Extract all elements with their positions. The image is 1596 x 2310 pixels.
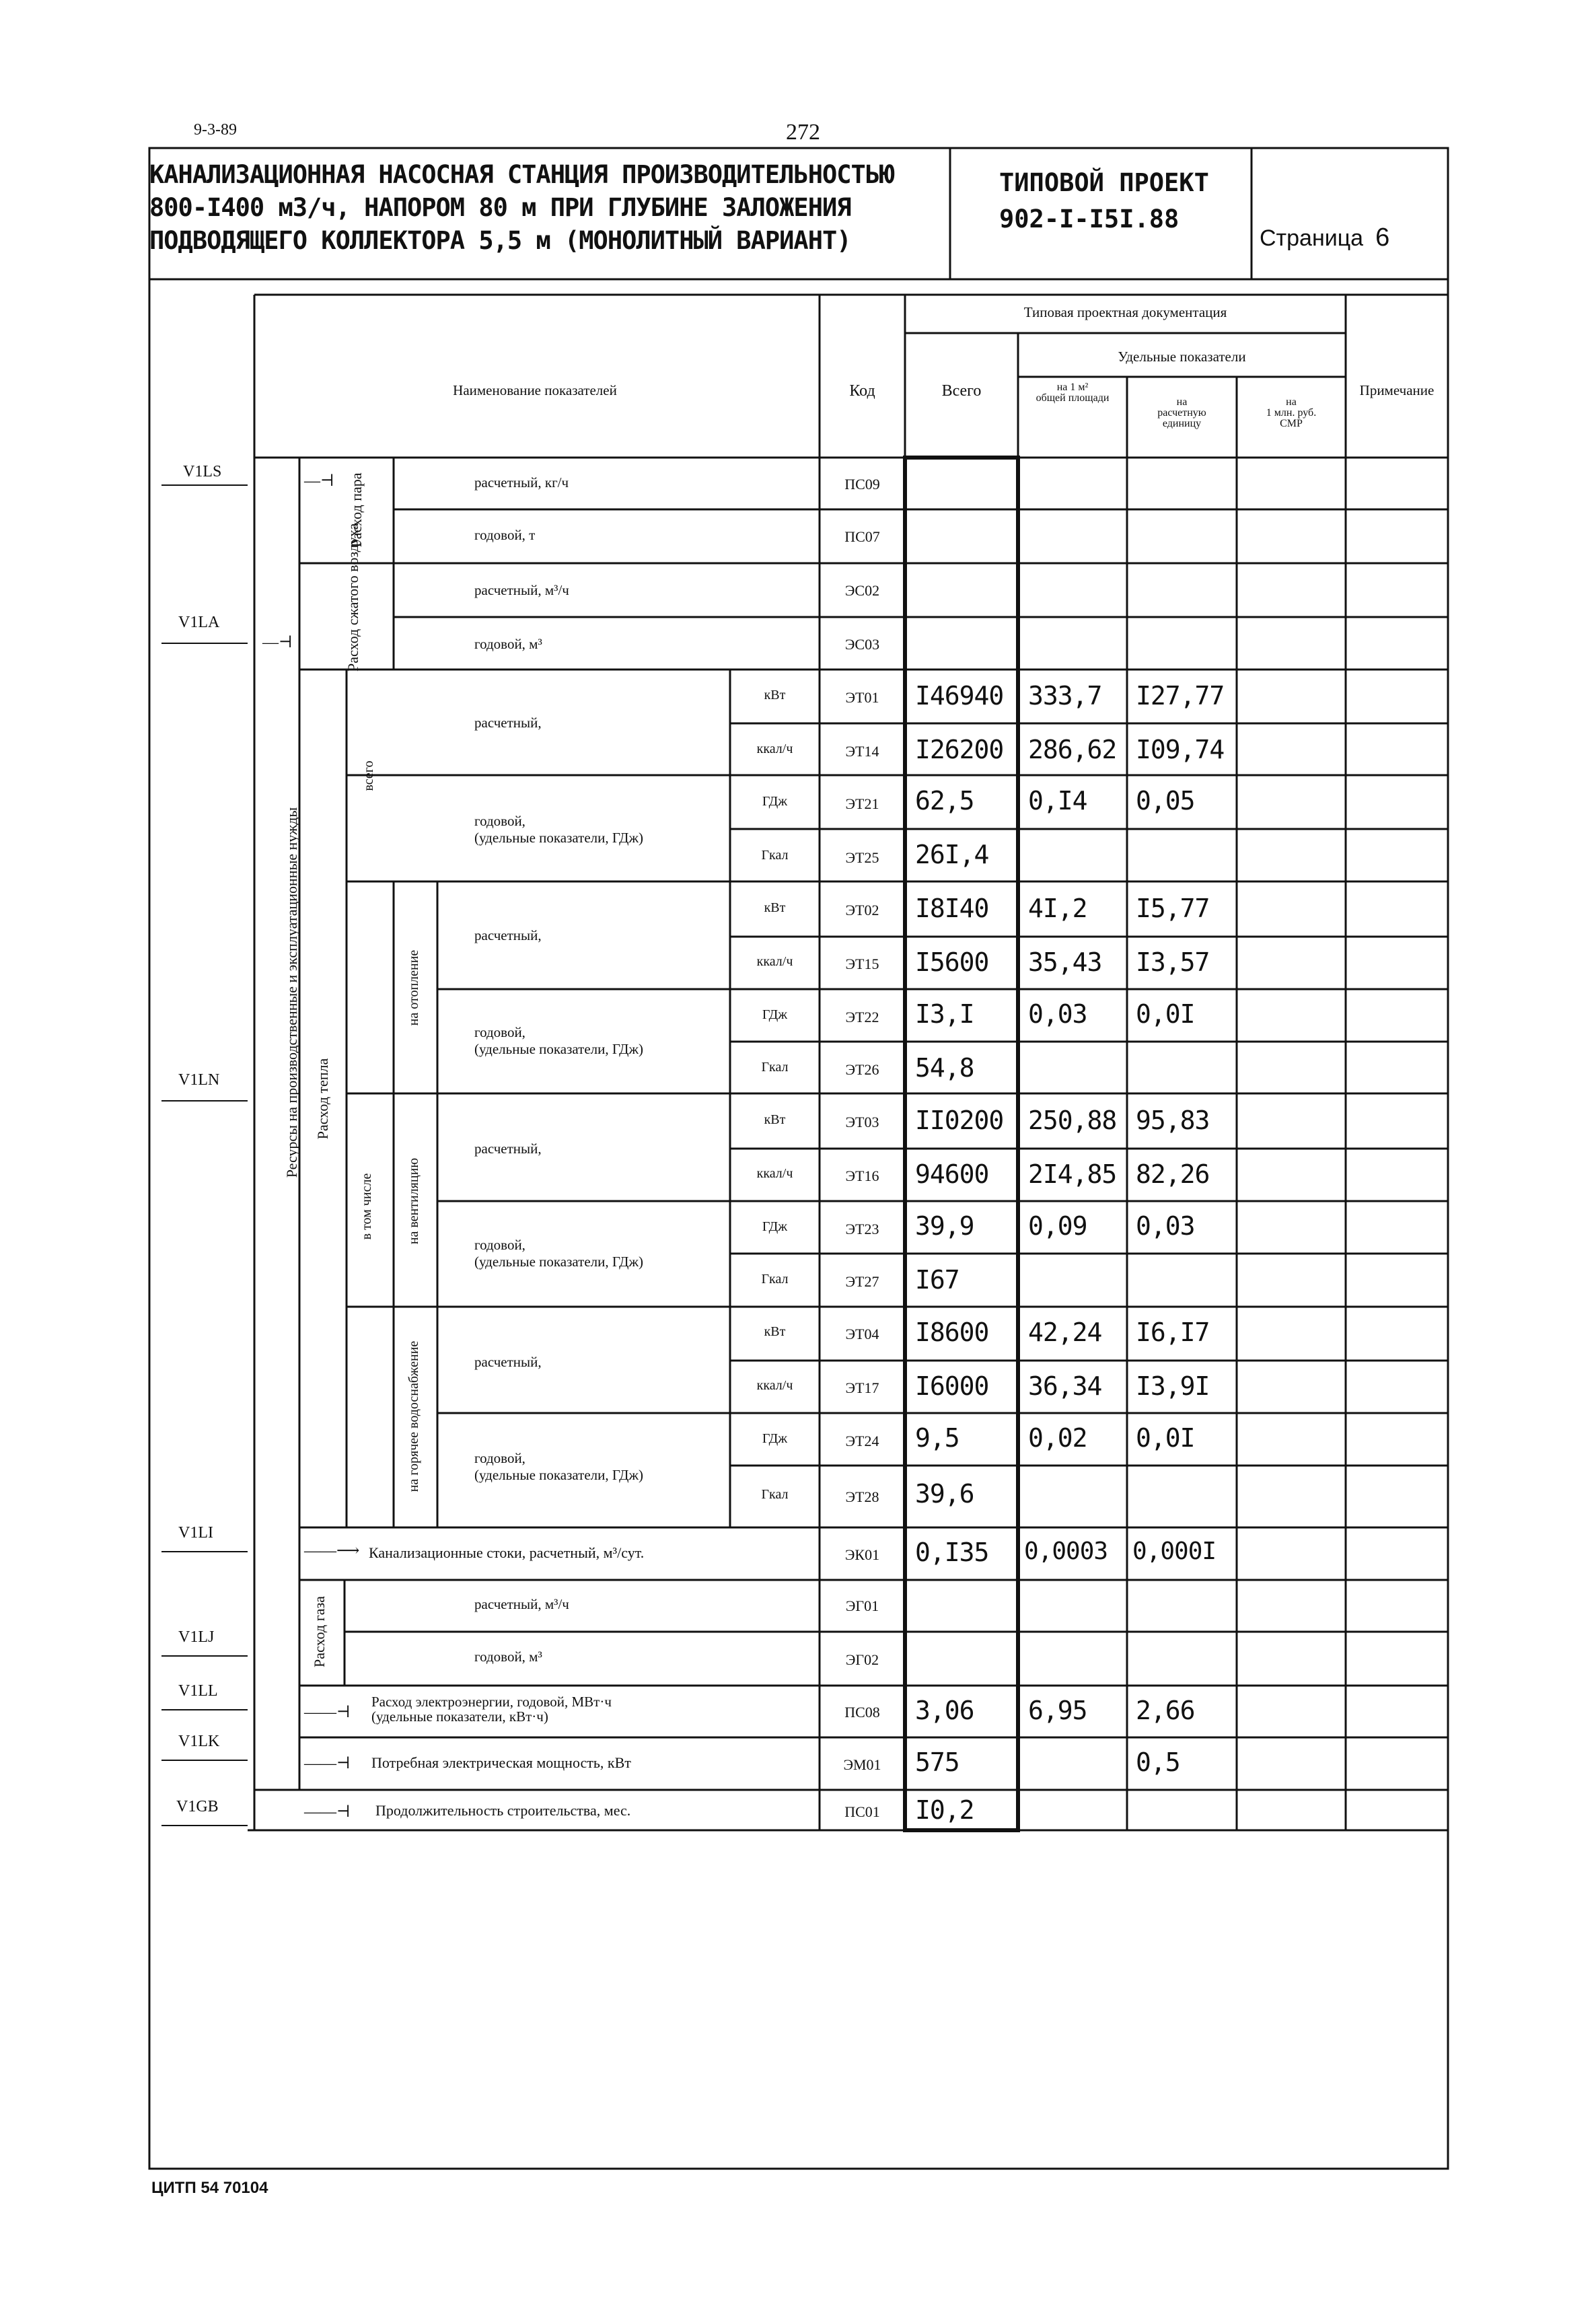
project-code: 902-I-I5I.88 [999,205,1180,233]
value-ek01-unit: 0,000I [1132,1538,1217,1565]
value-et04-m2: 42,24 [1028,1318,1102,1347]
col-note-header: Примечание [1359,382,1435,398]
arrow-marker-sewage: ——⟶ [304,1542,360,1560]
value-et17-total: I6000 [915,1371,989,1401]
group-hot-water-label: на горячее водоснабжение [406,1340,421,1492]
value-et14-total: I26200 [915,735,1004,764]
side-line-v1lj [161,1655,248,1657]
label-total-calc: расчетный, [474,715,542,731]
side-label-v1gb: V1GB [176,1798,219,1815]
value-et14-unit: I09,74 [1136,735,1225,764]
code-eg02: ЭГ02 [845,1651,879,1668]
label-steam-calc: расчетный, кг/ч [474,474,569,491]
label-hot-water-calc: расчетный, [474,1354,542,1370]
code-et25: ЭТ25 [845,849,879,866]
value-et04-total: I8600 [915,1318,989,1347]
value-et23-total: 39,9 [915,1211,974,1241]
label-heating-calc: расчетный, [474,927,542,943]
page-frame [149,148,1448,2169]
side-label-v1ln: V1LN [178,1071,220,1089]
code-et27: ЭТ27 [845,1273,879,1290]
col-specific-header: Удельные показатели [1118,349,1246,365]
value-et04-unit: I6,I7 [1136,1318,1210,1347]
value-et01-m2: 333,7 [1028,681,1102,711]
group-steam-label: Расход пара [348,472,365,548]
value-et21-unit: 0,05 [1136,786,1195,816]
value-et21-total: 62,5 [915,786,974,816]
label-ventilation-year [474,1237,643,1270]
code-et01: ЭТ01 [845,689,879,706]
label-electricity [371,1694,612,1724]
label-air-calc: расчетный, м³/ч [474,582,569,598]
value-em01-total: 575 [915,1747,959,1777]
side-label-v1lj: V1LJ [178,1628,215,1646]
code-et16: ЭТ16 [845,1167,879,1184]
col-code-header: Код [849,382,875,400]
value-et17-m2: 36,34 [1028,1371,1102,1401]
label-total-year-2: (удельные показатели, ГДж) [474,830,644,846]
value-et15-unit: I3,57 [1136,947,1210,977]
side-line-v1gb [161,1825,248,1826]
title-line-1: КАНАЛИЗАЦИОННАЯ НАСОСНАЯ СТАНЦИЯ ПРОИЗВОДИТЕЛЬНОСТЬЮ [149,160,894,189]
code-ek01: ЭК01 [844,1546,880,1563]
label-steam-year: годовой, т [474,527,536,543]
code-et23: ЭТ23 [845,1221,879,1237]
code-et21: ЭТ21 [845,795,879,812]
col-total-header: Всего [941,382,982,400]
code-ps07: ПС07 [844,528,880,545]
group-gas-label: Расход газа [311,1596,328,1667]
unit-et28: Гкал [761,1487,789,1502]
project-label: ТИПОВОЙ ПРОЕКТ [999,168,1209,197]
code-es02: ЭС02 [844,582,880,599]
page-date: 9-3-89 [194,121,237,139]
side-line-v1ls [161,484,248,486]
col-per-mln-line-3: СМР [1280,418,1303,429]
col-per-mln-line-1: на [1286,396,1297,408]
label-total-year-1: годовой, [474,813,525,829]
value-et21-m2: 0,I4 [1028,786,1087,816]
value-et22-unit: 0,0I [1136,999,1195,1029]
code-et28: ЭТ28 [845,1488,879,1505]
code-et26: ЭТ26 [845,1061,879,1078]
unit-et23: ГДж [762,1219,788,1234]
page-number: 272 [786,120,820,145]
code-et17: ЭТ17 [845,1379,879,1396]
col-typical-docs-header: Типовая проектная документация [1023,304,1227,320]
col-per-m2-line-1: на 1 м² [1056,382,1089,393]
unit-et15: ккал/ч [756,954,793,969]
unit-et26: Гкал [761,1060,789,1075]
label-hot-water-year-2: (удельные показатели, ГДж) [474,1467,644,1483]
col-name-header: Наименование показателей [453,382,617,398]
unit-et25: Гкал [761,848,789,863]
label-electricity-2: (удельные показатели, кВт·ч) [371,1708,548,1725]
value-et03-m2: 250,88 [1028,1106,1117,1135]
unit-et04: кВт [764,1324,786,1339]
code-ps08: ПС08 [844,1704,880,1721]
label-ventilation-calc: расчетный, [474,1141,542,1157]
side-label-v1lk: V1LK [178,1733,220,1750]
value-et17-unit: I3,9I [1136,1371,1210,1401]
value-et22-total: I3,I [915,999,974,1029]
code-em01: ЭМ01 [843,1756,881,1773]
value-et28-total: 39,6 [915,1479,974,1509]
label-duration: Продолжительность строительства, мес. [375,1802,631,1819]
value-et03-unit: 95,83 [1136,1106,1210,1135]
col-per-m2-line-2: общей площади [1036,392,1110,404]
label-heating-year-1: годовой, [474,1024,525,1040]
arrow-marker-electricity: ——⊣ [304,1704,351,1721]
value-et02-unit: I5,77 [1136,894,1210,923]
arrow-marker-air: —⊣ [262,634,293,651]
label-electricity-1: Расход электроэнергии, годовой, МВт·ч [371,1694,612,1710]
group-ventilation-label: на вентиляцию [406,1157,421,1245]
code-et22: ЭТ22 [845,1009,879,1025]
value-et14-m2: 286,62 [1028,735,1117,764]
unit-et01: кВт [764,688,786,702]
unit-et14: ккал/ч [756,742,793,756]
label-ventilation-year-2: (удельные показатели, ГДж) [474,1254,644,1270]
code-es03: ЭС03 [844,636,880,653]
code-et02: ЭТ02 [845,902,879,918]
code-eg01: ЭГ01 [845,1597,879,1614]
value-et02-total: I8I40 [915,894,989,923]
label-heating-year [474,1024,643,1058]
value-et25-total: 26I,4 [915,840,989,869]
group-heating-label: на отопление [406,949,421,1026]
title-line-3: ПОДВОДЯЩЕГО КОЛЛЕКТОРА 5,5 м (МОНОЛИТНЫЙ ВАРИАНТ) [149,226,851,255]
unit-et02: кВт [764,900,786,915]
label-gas-calc: расчетный, м³/ч [474,1596,569,1612]
unit-et27: Гкал [761,1272,789,1287]
unit-et24: ГДж [762,1431,788,1446]
col-per-m2-header [1018,382,1127,404]
value-ps08-total: 3,06 [915,1696,974,1725]
arrow-marker-duration: ——⊣ [304,1803,351,1821]
value-et24-unit: 0,0I [1136,1423,1195,1453]
group-air-label: Расход сжатого воздуха [344,523,361,672]
code-et15: ЭТ15 [845,955,879,972]
page-label: Страница [1260,225,1364,251]
col-per-unit-header [1127,397,1237,429]
label-power: Потребная электрическая мощность, кВт [371,1754,631,1771]
col-per-unit-line-1: на [1176,396,1188,408]
code-et03: ЭТ03 [845,1114,879,1130]
side-label-v1ls: V1LS [183,463,222,480]
value-et01-unit: I27,77 [1136,681,1225,711]
value-et02-m2: 4I,2 [1028,894,1087,923]
value-et22-m2: 0,03 [1028,999,1087,1029]
value-et26-total: 54,8 [915,1053,974,1083]
unit-et17: ккал/ч [756,1378,793,1393]
value-ps01-total: I0,2 [915,1795,974,1825]
code-et04: ЭТ04 [845,1326,879,1342]
sheet-number: 6 [1375,223,1390,252]
value-et24-m2: 0,02 [1028,1423,1087,1453]
code-ps01: ПС01 [844,1803,880,1820]
value-ps08-unit: 2,66 [1136,1696,1195,1725]
col-per-unit-line-3: единицу [1162,418,1202,429]
value-et01-total: I46940 [915,681,1004,711]
side-line-v1li [161,1551,248,1552]
arrow-marker-power: ——⊣ [304,1755,351,1772]
value-et16-unit: 82,26 [1136,1159,1210,1189]
side-label-v1la: V1LA [178,614,220,631]
value-et23-unit: 0,03 [1136,1211,1195,1241]
document-title [149,158,950,257]
value-ek01-total: 0,I35 [915,1538,989,1567]
label-gas-year: годовой, м³ [474,1649,542,1665]
value-et16-m2: 2I4,85 [1028,1159,1117,1189]
code-et14: ЭТ14 [845,743,879,760]
label-heating-year-2: (удельные показатели, ГДж) [474,1041,644,1057]
unit-et21: ГДж [762,794,788,809]
unit-et22: ГДж [762,1007,788,1022]
side-line-v1la [161,643,248,644]
label-hot-water-year-1: годовой, [474,1450,525,1466]
value-et16-total: 94600 [915,1159,989,1189]
code-et24: ЭТ24 [845,1433,879,1449]
label-sewage: Канализационные стоки, расчетный, м³/сут. [369,1544,645,1561]
side-label-v1li: V1LI [178,1524,213,1542]
code-ps09: ПС09 [844,476,880,493]
unit-et03: кВт [764,1112,786,1127]
label-total-year [474,813,643,846]
value-em01-unit: 0,5 [1136,1747,1180,1777]
label-ventilation-year-1: годовой, [474,1237,525,1253]
page-label-block [1260,223,1389,252]
label-hot-water-year [474,1450,643,1484]
value-et27-total: I67 [915,1265,959,1295]
value-et15-m2: 35,43 [1028,947,1102,977]
title-line-2: 800-I400 м3/ч, НАПОРОМ 80 м ПРИ ГЛУБИНЕ ЗАЛОЖЕНИЯ [149,193,851,222]
col-per-mln-header [1237,397,1346,429]
group-total-label: всего [361,760,376,791]
col-per-mln-line-2: 1 млн. руб. [1266,407,1317,419]
group-including-label: в том числе [359,1173,374,1240]
side-line-v1lk [161,1760,248,1761]
side-line-v1ll [161,1709,248,1710]
col-per-unit-line-2: расчетную [1157,407,1206,419]
project-block [999,165,1209,238]
side-line-v1ln [161,1100,248,1102]
unit-et16: ккал/ч [756,1166,793,1181]
value-et24-total: 9,5 [915,1423,959,1453]
footer-stamp: ЦИТП 54 70104 [151,2179,268,2197]
value-et23-m2: 0,09 [1028,1211,1087,1241]
group-resources-label: Ресурсы на производственные и эксплуатационные нужды [283,807,300,1178]
label-air-year: годовой, м³ [474,636,542,652]
value-ek01-m2: 0,0003 [1024,1538,1108,1565]
value-et15-total: I5600 [915,947,989,977]
group-heat-label: Расход тепла [314,1058,331,1140]
value-et03-total: II0200 [915,1106,1004,1135]
arrow-marker-steam: —⊣ [304,472,334,490]
value-ps08-m2: 6,95 [1028,1696,1087,1725]
side-label-v1ll: V1LL [178,1682,218,1700]
